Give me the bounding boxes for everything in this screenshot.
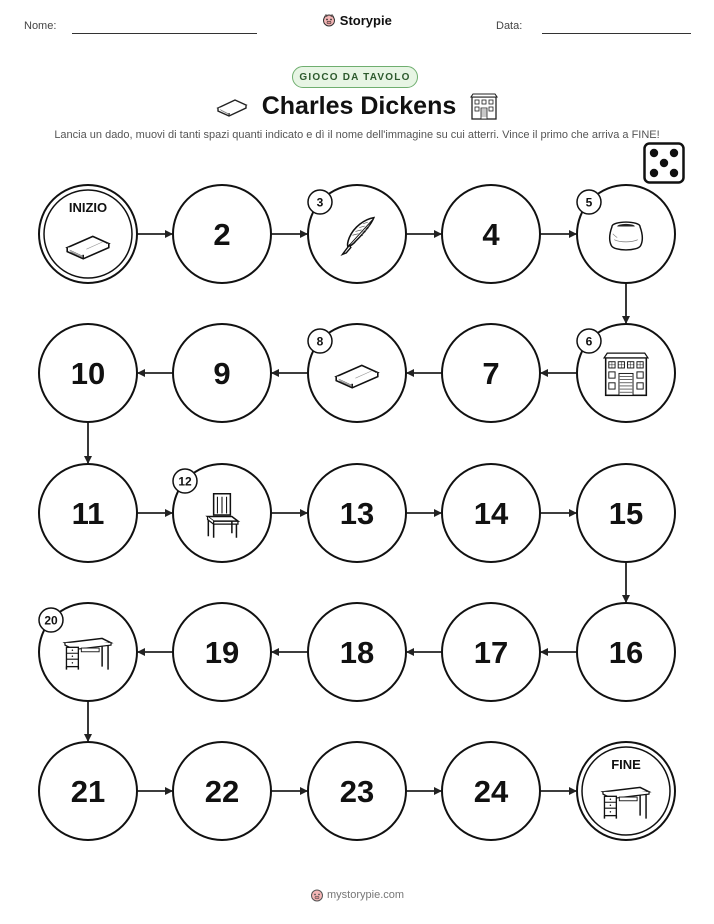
space-number: 13 [339,496,375,531]
start-label: INIZIO [68,200,108,215]
space-number: 22 [204,774,240,809]
space-number-small: 3 [316,195,324,210]
finish-label: FINE [611,757,641,772]
board-space [442,324,540,422]
space-number: 21 [70,774,106,809]
space-number-small: 12 [178,474,192,489]
board-space [308,742,406,840]
board-space [39,324,137,422]
instructions: Lancia un dado, muovi di tanti spazi quanti indicato e dì il nome dell'immagine su cui atterri. Vince il primo che arriva a FINE! [54,129,660,141]
space-number: 14 [473,496,509,531]
board-space [577,185,675,283]
building-icon [604,353,648,395]
page-title: Charles Dickens [261,92,457,120]
game-type-badge: GIOCO DA TAVOLO [292,66,418,88]
space-number: 24 [473,774,509,809]
date-label: Data: [496,20,523,32]
pig-logo-icon [310,889,327,901]
board-space [442,185,540,283]
space-number: 16 [608,635,644,670]
footer-site: mystorypie.com [327,888,405,901]
space-number: 19 [204,635,240,670]
finish-space [577,742,675,840]
board-space [173,464,271,562]
space-number: 17 [473,635,509,670]
board-space [308,603,406,701]
board-space [308,464,406,562]
board-space [39,742,137,840]
footer [0,888,714,902]
board-space [173,185,271,283]
space-number: 18 [339,635,375,670]
space-number: 2 [213,217,231,252]
board-space [173,603,271,701]
board-space [442,742,540,840]
board-space [577,464,675,562]
space-number: 4 [482,217,500,252]
board-space [173,742,271,840]
space-number: 7 [482,356,500,391]
space-number-small: 5 [585,195,593,210]
board-space [577,324,675,422]
board-space [308,185,406,283]
space-number: 9 [213,356,231,391]
name-label: Nome: [24,20,57,32]
inkpot-icon [610,222,643,250]
space-number: 11 [71,496,105,531]
board-space [442,464,540,562]
space-number: 15 [608,496,644,531]
space-number-small: 8 [316,334,324,349]
board-space [442,603,540,701]
board-space [173,324,271,422]
board-space [308,324,406,422]
space-number: 10 [70,356,106,391]
board-space [577,603,675,701]
space-number-small: 6 [585,334,593,349]
start-space [39,185,137,283]
board-space [39,464,137,562]
board-space [39,603,137,701]
space-number: 23 [339,774,375,809]
space-number-small: 20 [44,613,58,628]
brand-name: Storypie [339,13,392,28]
